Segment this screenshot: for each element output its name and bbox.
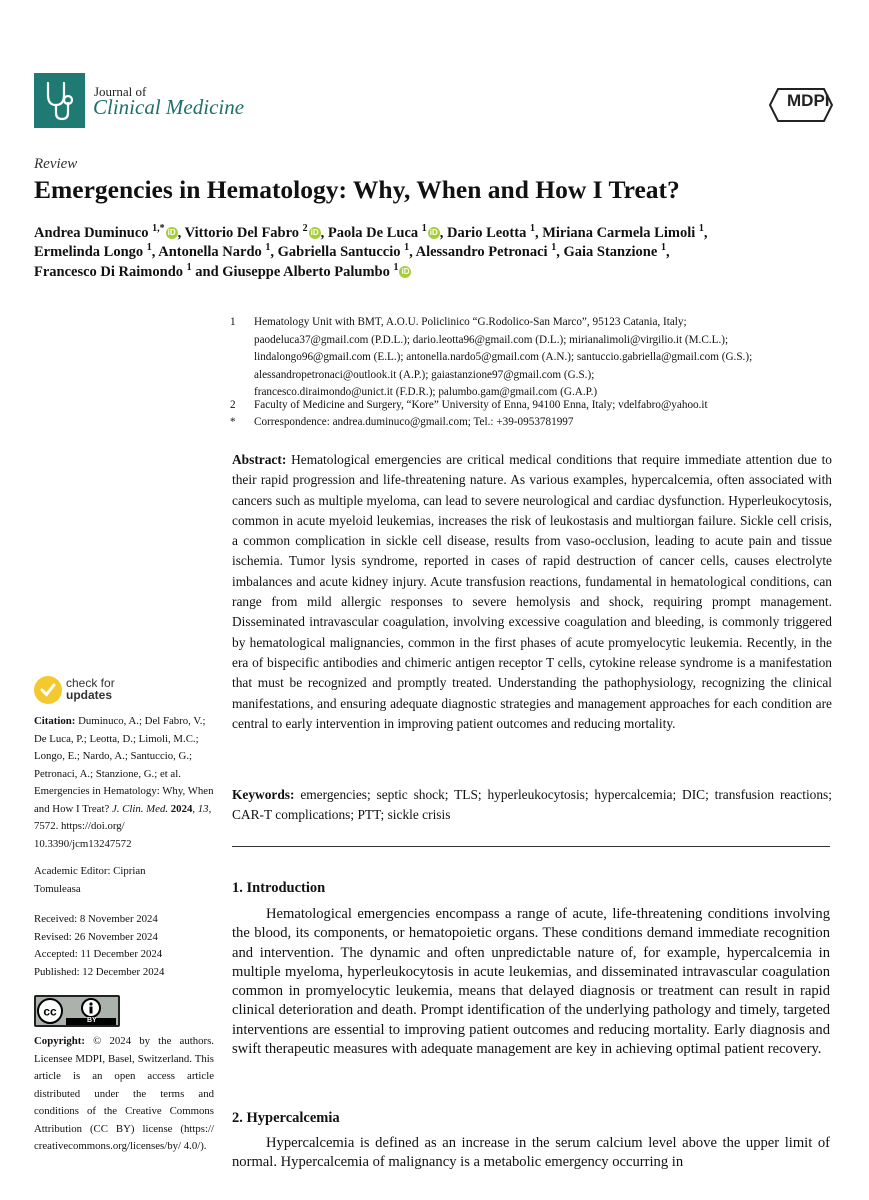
citation-journal: J. Clin. Med. — [111, 802, 169, 815]
citation-label: Citation: — [34, 715, 76, 727]
affiliation-line: lindalongo96@gmail.com (E.L.); antonella.nardo5@gmail.com (A.N.); santuccio.gabriella@gmail.com (G.S.); — [254, 351, 753, 363]
author-affiliation-mark: 1 — [660, 242, 666, 253]
orcid-icon[interactable]: iD — [429, 227, 438, 237]
orcid-icon[interactable]: iD — [401, 266, 410, 276]
stethoscope-icon — [34, 73, 85, 128]
author-name: Gabriella Santuccio — [277, 243, 401, 260]
citation: Citation: Duminuco, A.; Del Fabro, V.; De Luca, P.; Leotta, D.; Limoli, M.C.; Longo, E.; Nardo, A.; Santuccio, G.; Petronaci, A.; Stanzione, G.; et al. Emergencies in Hematology: Why, When and How I Treat? J. Clin. Med. 2024, 13, 7572. https://doi.org/ 10.3390/jcm13247572 — [34, 715, 214, 850]
paragraph-text: Hematological emergencies encompass a range of acute, life-threatening conditions involving the blood, its components, or hematopoietic organs. These conditions demand immediate recognition and intervention. The dynamic and often unpredictable nature of, for example, hypercalcemia in multiple myeloma, hyperleukocytosis in acute leukemias, and disseminated intravascular coagulation common in promyelocytic leukemia, means that delayed diagnosis or treatment can result in rapid clinical deterioration and death. Prompt identification of the underlying pathology and timely, targeted interventions are essential to improving patient outcomes and reducing mortality. Early diagnosis and swift therapeutic measures with adequate management are key in achieving optimal patient recovery. — [232, 906, 830, 1058]
author-affiliation-mark: 2 — [302, 223, 308, 234]
journal-prefix: Journal of — [94, 84, 147, 99]
copyright — [34, 1033, 214, 1156]
publisher-logo: MDPI — [787, 91, 830, 110]
dates — [34, 911, 164, 981]
author-affiliation-mark: 1 — [529, 223, 535, 234]
editor-line: Tomuleasa — [34, 882, 81, 895]
citation-year: 2024 — [170, 802, 193, 815]
orcid-icon[interactable]: iD — [310, 227, 319, 237]
author-affiliation-mark: 1 — [146, 242, 152, 253]
affiliation-line: Hematology Unit with BMT, A.O.U. Policlinico “G.Rodolico-San Marco”, 95123 Catania, Italy; — [254, 316, 687, 328]
affiliation-mark: 2 — [230, 399, 236, 411]
affiliation-1 — [230, 314, 752, 402]
affiliation-line: paodeluca37@gmail.com (P.D.L.); dario.leotta96@gmail.com (D.L.); mirianalimoli@virgilio.it (M.C.L.); — [254, 333, 729, 346]
orcid-icon[interactable]: iD — [167, 227, 176, 237]
correspondence — [230, 414, 573, 432]
author-affiliation-mark: 1 — [698, 223, 704, 234]
paragraph-text: Hypercalcemia is defined as an increase in the serum calcium level above the upper limit of normal. Hypercalcemia of malignancy is a metabolic emergency occurring in — [232, 1135, 830, 1171]
accepted-date: Accepted: 11 December 2024 — [34, 948, 163, 960]
author-name: Andrea Duminuco — [34, 224, 149, 241]
author-name: Alessandro Petronaci — [415, 243, 548, 260]
author-affiliation-mark: 1 — [186, 262, 192, 273]
cc-by-label: BY — [87, 1017, 97, 1024]
svg-text:cc: cc — [43, 1004, 57, 1019]
authors-line-2: Ermelinda Longo $^1$, Antonella Nardo $^1$, Gabriella Santuccio $^1$, Alessandro Petronaci $^1$, Gaia Stanzione $^1$, — [34, 242, 670, 260]
abstract — [232, 450, 832, 734]
copyright-label: Copyright: — [34, 1035, 85, 1047]
revised-date: Revised: 26 November 2024 — [34, 930, 158, 943]
affiliation-line: francesco.diraimondo@unict.it (F.D.R.); palumbo.gam@gmail.com (G.A.P.) — [254, 386, 598, 398]
author-affiliation-mark: 1 — [421, 223, 427, 234]
affiliation-line: alessandropetronaci@outlook.it (A.P.); gaiastanzione97@gmail.com (G.S.); — [254, 368, 595, 381]
author-name: Paola De Luca — [327, 224, 419, 241]
section-divider — [232, 846, 830, 847]
affiliation-line: Correspondence: andrea.duminuco@gmail.com; Tel.: +39-0953781997 — [254, 416, 574, 428]
checkmark-icon — [34, 676, 62, 704]
affiliation-line: Faculty of Medicine and Surgery, “Kore” University of Enna, 94100 Enna, Italy; vdelfabro@yahoo.it — [254, 399, 708, 411]
author-conjunction: and — [195, 263, 219, 280]
author-name: Miriana Carmela Limoli — [542, 224, 696, 241]
author-name: Gaia Stanzione — [563, 243, 658, 260]
keywords — [232, 785, 832, 826]
article-type: Review — [34, 156, 78, 172]
section-paragraph — [232, 1134, 830, 1173]
updates-text — [66, 677, 115, 701]
author-affiliation-mark: 1 — [265, 242, 271, 253]
section-heading: 1. Introduction — [232, 880, 326, 896]
section-paragraph — [232, 905, 830, 1059]
editor-line: Academic Editor: Ciprian — [34, 865, 146, 877]
author-name: Vittorio Del Fabro — [184, 224, 300, 241]
affiliation-mark: 1 — [230, 316, 236, 328]
published-date: Published: 12 December 2024 — [34, 965, 165, 978]
citation-volume: 13 — [197, 802, 209, 815]
section-heading: 2. Hypercalcemia — [232, 1110, 340, 1126]
received-date: Received: 8 November 2024 — [34, 913, 158, 925]
updates-line: check for — [66, 676, 115, 690]
author-name: Giuseppe Alberto Palumbo — [222, 263, 390, 280]
journal-logo — [34, 73, 85, 128]
keywords-label: Keywords: — [232, 787, 295, 802]
author-name: Francesco Di Raimondo — [34, 263, 184, 280]
author-affiliation-mark: 1 — [404, 242, 410, 253]
author-affiliation-mark: 1 — [551, 242, 557, 253]
author-affiliation-mark: 1,* — [152, 223, 165, 234]
citation-doi[interactable]: , 7572. https://doi.org/ 10.3390/jcm13247572 — [34, 802, 212, 850]
affiliation-2 — [230, 397, 708, 415]
keywords-text: emergencies; septic shock; TLS; hyperleukocytosis; hypercalcemia; DIC; transfusion reactions; CAR-T complications; PTT; sickle crisis — [232, 787, 832, 823]
copyright-text: © 2024 by the authors. Licensee MDPI, Basel, Switzerland. This article is an open access article distributed under the terms and conditions of the Creative Commons Attribution (CC BY) license (https:// creativecommons.org/licenses/by/ 4.0/). — [34, 1035, 214, 1152]
authors-line-1: Andrea Duminuco $^{1,*}$ iD , Vittorio Del Fabro $^2$ iD , Paola De Luca $^1$ iD , Dario Leotta $^1$, Miriana Carmela Limoli $^1$, — [34, 223, 708, 241]
authors-line-3 — [34, 262, 411, 281]
author-affiliation-mark: 1 — [393, 262, 399, 273]
academic-editor — [34, 863, 146, 898]
author-name: Antonella Nardo — [158, 243, 262, 260]
cc-by-license-badge[interactable] — [34, 995, 120, 1027]
abstract-text: Hematological emergencies are critical medical conditions that require immediate attention due to their rapid progression and life-threatening nature. As various examples, hypercalcemia, often associated with cancers such as multiple myeloma, can lead to severe neurological and cardiac dysfunction. Hyperleukocytosis, common in acute myeloid leukemias, increases the risk of leukostasis and multiorgan failure. Sickle cell crisis, a common complication in sickle cell disease, results from vaso-occlusion, leading to acute pain and tissue ischemia. Tumor lysis syndrome, reported in cases of rapid destruction of cancer cells, causes electrolyte imbalances and acute kidney injury. Acute transfusion reactions, fundamental in hematological conditions, can range from mild allergic responses to severe hemolysis and shock, requiring prompt management. Disseminated intravascular coagulation, involving excessive coagulation and bleeding, is commonly triggered by hematological malignancies, common in the first phases of acute promyelocytic leukemia. Recently, in the era of bispecific antibodies and chimeric antigen receptor T cells, cytokine release syndrome is a manifestation that must be recognized and promptly treated. Understanding the pathophysiology, recognizing the clinical manifestations, and ensuring adequate diagnostic strategies and management approaches for each condition are central to early intervention in improving patient outcomes and reducing mortality. — [232, 452, 832, 731]
abstract-label: Abstract: — [232, 452, 287, 467]
author-name: Dario Leotta — [447, 224, 527, 241]
article-title: Emergencies in Hematology: Why, When and How I Treat? — [34, 175, 680, 204]
citation-text: Duminuco, A.; Del Fabro, V.; De Luca, P.; Leotta, D.; Limoli, M.C.; Longo, E.; Nardo, A.; Santuccio, G.; Petronaci, A.; Stanzione, G.; et al. Emergencies in Hematology: Why, When and How I Treat? — [34, 715, 214, 815]
author-name: Ermelinda Longo — [34, 243, 144, 260]
journal-name: Clinical Medicine — [93, 95, 245, 119]
affiliation-mark: * — [230, 416, 236, 428]
updates-line: updates — [66, 688, 113, 702]
